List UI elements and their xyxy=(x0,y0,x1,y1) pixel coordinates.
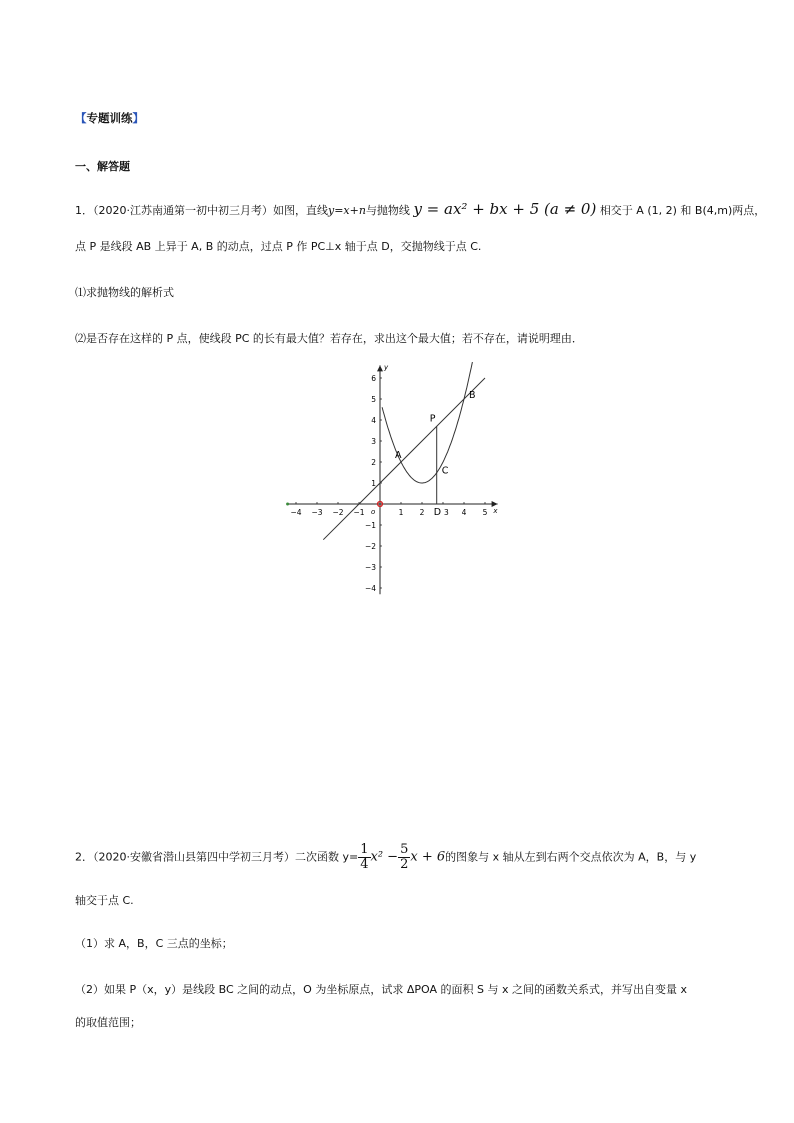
y-axis-label: y xyxy=(384,363,389,372)
origin-label: o xyxy=(371,508,376,516)
x-tick-label: 2 xyxy=(419,508,425,517)
q2-line1-prefix: 2．（2020·安徽省潜山县第四中学初三月考）二次函数 y= xyxy=(75,850,359,864)
y-tick-label: 3 xyxy=(371,437,376,446)
y-tick-label: −2 xyxy=(364,542,376,551)
q2-term-2: x + 6 xyxy=(410,849,446,865)
y-tick-label: 1 xyxy=(371,479,376,488)
section-title xyxy=(75,110,144,126)
q2-sub2-line1: （2）如果 P（x，y）是线段 BC 之间的动点，O 为坐标原点，试求 ΔPOA 的面积 S 与 x 之间的函数关系式，并写出自变量 x xyxy=(75,983,687,996)
q1-line1-mid: 与抛物线 xyxy=(365,204,410,217)
q1-line1 xyxy=(75,200,765,218)
q2-line1-suffix: 的图象与 x 轴从左到右两个交点依次为 A，B，与 y xyxy=(445,850,697,864)
q1-line-equation: y=x+n xyxy=(328,204,366,217)
point-label-c: C xyxy=(441,465,449,477)
q2-line2: 轴交于点 C. xyxy=(75,894,134,907)
section-bracket-open: 【 xyxy=(75,111,87,125)
point-label-b: B xyxy=(469,390,476,401)
x-tick-label: −3 xyxy=(311,508,323,517)
y-tick-label: −3 xyxy=(364,563,376,572)
q1-line1-prefix: 1．（2020·江苏南通第一初中初三月考）如图，直线 xyxy=(75,204,328,217)
q1-sub1: ⑴求抛物线的解析式 xyxy=(75,286,174,299)
function-graph xyxy=(280,362,510,602)
x-tick-label: −1 xyxy=(353,508,365,517)
q2-line1 xyxy=(75,843,696,872)
q2-fraction-1: $\frac{1}{4}$ xyxy=(360,842,369,872)
x-axis-left-dot xyxy=(286,503,289,506)
section-bracket-close: 】 xyxy=(132,111,144,125)
point-label-d: D xyxy=(433,507,442,518)
section-title-text: 专题训练 xyxy=(86,111,133,125)
q1-line1-suffix: 相交于 A (1, 2) 和 B(4,m)两点， xyxy=(599,204,766,217)
x-tick-label: −2 xyxy=(332,508,344,517)
y-tick-label: 5 xyxy=(371,395,376,404)
x-tick-label: 1 xyxy=(398,508,404,517)
y-tick-label: −1 xyxy=(364,521,376,530)
q2-fraction-2: $\frac{5}{2}$ xyxy=(400,842,409,872)
y-tick-label: 2 xyxy=(371,458,376,467)
q2-sub2-line2: 的取值范围； xyxy=(75,1016,141,1029)
x-tick-label-3: 3 xyxy=(444,508,449,517)
part-title: 一、解答题 xyxy=(75,160,130,173)
x-tick-label: 4 xyxy=(461,508,467,517)
y-axis-arrow xyxy=(377,365,383,371)
point-label-a: A xyxy=(395,450,402,461)
parabola-series xyxy=(382,362,472,483)
q2-sub1: （1）求 A，B，C 三点的坐标； xyxy=(75,937,233,950)
x-axis-label: x xyxy=(493,507,498,515)
x-tick-label: −4 xyxy=(290,508,302,517)
y-tick-label: 6 xyxy=(371,374,376,383)
q1-parabola-equation: y = ax² + bx + 5 (a ≠ 0) xyxy=(413,200,597,218)
y-tick-label: 4 xyxy=(371,416,376,425)
q1-line2: 点 P 是线段 AB 上异于 A, B 的动点，过点 P 作 PC⊥x 轴于点 D，交抛物线于点 C. xyxy=(75,240,482,253)
q2-term-1: x² − xyxy=(370,849,399,865)
x-tick-label: 5 xyxy=(482,508,488,517)
y-tick-label: −4 xyxy=(364,584,376,593)
q1-sub2: ⑵是否存在这样的 P 点，使线段 PC 的长有最大值？若存在，求出这个最大值；若不存在，请说明理由． xyxy=(75,332,583,345)
point-label-p: P xyxy=(429,413,436,425)
